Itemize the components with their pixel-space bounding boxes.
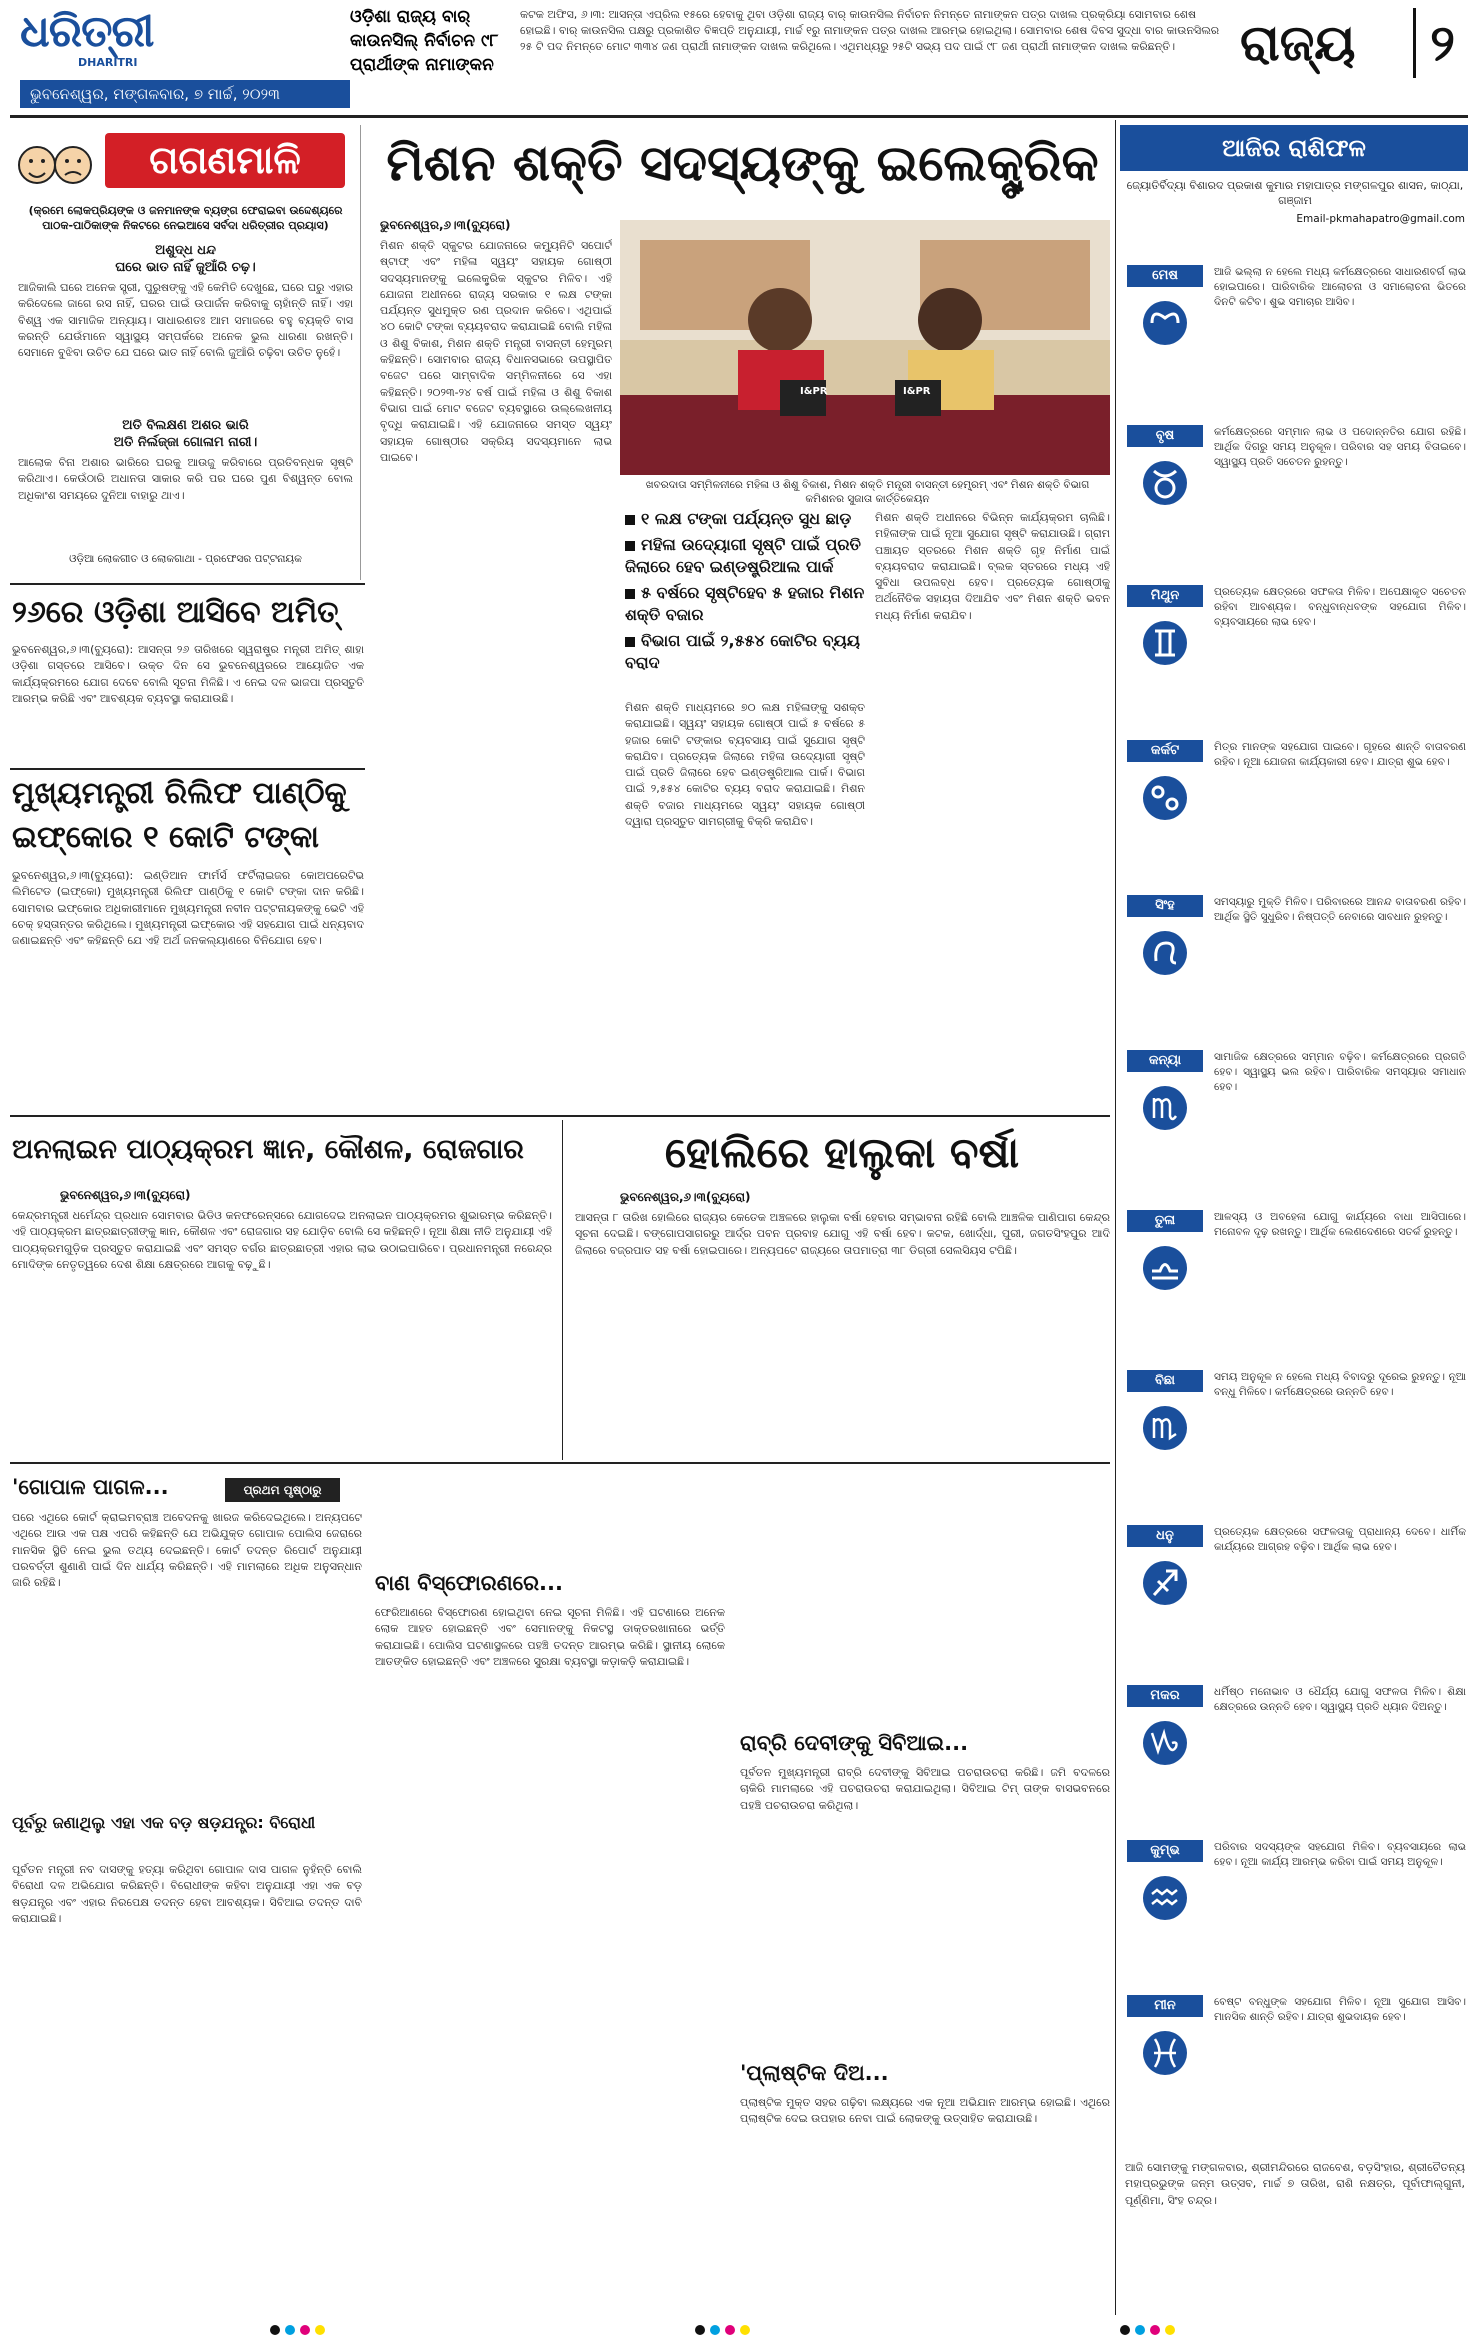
holi-headline: ହୋଲିରେ ହାଲୁକା ବର୍ଷା <box>664 1128 1020 1177</box>
gagamali-subtitle: (କ୍ରମେ ଲୋକପ୍ରିୟଙ୍କ ଓ ଜନମାନଙ୍କ ବ୍ୟଙ୍ଗ ଫେରାଇବା ଉଦ୍ଦେଶ୍ୟରେ ପାଠକ-ପାଠିକାଙ୍କ ନିକଟରେ ନେଇଆସେ ସର୍ବଦା ଧରିତ୍ରୀର ପ୍ରୟାସ) <box>28 204 343 232</box>
mission-column-3: ମିଶନ ଶକ୍ତି ଅଧୀନରେ ବିଭିନ୍ନ କାର୍ଯ୍ୟକ୍ରମ ଚାଲିଛି। ମହିଳାଙ୍କ ପାଇଁ ନୂଆ ସୁଯୋଗ ସୃଷ୍ଟି କରାଯାଉଛି। ଗ୍ରାମ ପଞ୍ଚାୟତ ସ୍ତରରେ ମିଶନ ଶକ୍ତି ଗୃହ ନିର୍ମାଣ ପାଇଁ ବ୍ୟୟବରାଦ କରାଯାଇଛି। ବ୍ଲକ ସ୍ତରରେ ମଧ୍ୟ ଏହି ସୁବିଧା ଉପଲବ୍ଧ ହେବ। ପ୍ରତ୍ୟେକ ଗୋଷ୍ଠୀକୁ ଅର୍ଥନୈତିକ ସହାୟତା ଦିଆଯିବ ଏବଂ ମିଶନ ଶକ୍ତି ଭବନ ମଧ୍ୟ ନିର୍ମାଣ କରାଯିବ। <box>875 511 1110 622</box>
rashi-text: ମିତ୍ର ମାନଙ୍କ ସହଯୋଗ ପାଇବେ। ଗୃହରେ ଶାନ୍ତି ବାତାବରଣ ରହିବ। ନୂଆ ଯୋଜନା କାର୍ଯ୍ୟକାରୀ ହେବ। ଯାତ୍ରା ଶୁଭ ହେବ। <box>1214 741 1466 768</box>
gagamali-heading-3: ଅତି ବିଲକ୍ଷଣ ଅଶର ଭାରି <box>122 418 249 433</box>
rashi-text: ସମୟ ଅନୁକୂଳ ନ ହେଲେ ମଧ୍ୟ ବିବାଦରୁ ଦୂରେଇ ରୁହନ୍ତୁ। ନୂଆ ବନ୍ଧୁ ମିଳିବେ। କର୍ମକ୍ଷେତ୍ରରେ ଉନ୍ନତି ହେବ। <box>1214 1371 1466 1398</box>
rabri-headline: ରାବ୍ରି ଦେବୀଙ୍କୁ ସିବିଆଇ... <box>740 1731 969 1755</box>
rashi-name: କର୍କଟ <box>1127 740 1203 762</box>
rashi-text: ପ୍ରତ୍ୟେକ କ୍ଷେତ୍ରରେ ସଫଳତାକୁ ପ୍ରାଧାନ୍ୟ ଦେବେ। ଧାର୍ମିକ କାର୍ଯ୍ୟରେ ଆଗ୍ରହ ବଢ଼ିବ। ଆର୍ଥିକ ଲାଭ ହେବ। <box>1214 1526 1466 1553</box>
mission-byline: ଭୁବନେଶ୍ୱର,୬।୩(ବ୍ୟୁରୋ) <box>380 218 511 232</box>
highlight-item: ୫ ବର୍ଷରେ ସୃଷ୍ଟିହେବ ୫ ହଜାର ମିଶନ ଶକ୍ତି ବଜାର <box>625 583 865 624</box>
rashi-item-mesha <box>1122 265 1468 415</box>
continued-tag: ପ୍ରଥମ ପୃଷ୍ଠାରୁ <box>225 1478 340 1502</box>
dharmendra-headline: ଅନଲାଇନ ପାଠ୍ୟକ୍ରମ ଜ୍ଞାନ, କୌଶଳ, ରୋଜଗାର <box>12 1134 524 1165</box>
leo-icon <box>1130 923 1200 978</box>
photo-tag-right: I&PR <box>903 386 931 397</box>
logo-text: ଧରିତ୍ରୀ <box>20 6 154 57</box>
rashi-name: ତୁଳା <box>1127 1210 1203 1232</box>
holi-byline: ଭୁବନେଶ୍ୱର,୬।୩(ବ୍ୟୁରୋ) <box>620 1190 751 1204</box>
highlight-item: ବିଭାଗ ପାଇଁ ୨,୫୫୪ କୋଟିର ବ୍ୟୟ ବରାଦ <box>625 631 860 672</box>
gopal-headline: 'ଗୋପାଳ ପାଗଳ... <box>12 1475 169 1499</box>
rashi-item-kanya <box>1122 1050 1468 1200</box>
cancer-icon <box>1130 768 1200 823</box>
rashi-item-dhanu <box>1122 1525 1468 1675</box>
rashi-text: ପ୍ରତ୍ୟେକ କ୍ଷେତ୍ରରେ ସଫଳତା ମିଳିବ। ଅପେକ୍ଷାକୃତ ସଚେତନ ରହିବା ଆବଶ୍ୟକ। ବନ୍ଧୁବାନ୍ଧବଙ୍କ ସହଯୋଗ ମିଳିବ। ବ୍ୟବସାୟରେ ଲାଭ ହେବ। <box>1214 586 1466 628</box>
rashi-name: କୁମ୍ଭ <box>1127 1840 1203 1862</box>
gopal-text: ପରେ ଏଥିରେ କୋର୍ଟ କ୍ରାଇମବ୍ରାଞ୍ଚ ଅବେଦନକୁ ଖାରଜ କରିଦେଇଥିଲେ। ଅନ୍ୟପଟେ ଏଥିରେ ଆଉ ଏକ ପକ୍ଷ ଏପରି କହିଛନ୍ତି ଯେ ଅଭିଯୁକ୍ତ ଗୋପାଳ ପୋଲିସ ଜେରାରେ ମାନସିକ ସ୍ଥିତି ନେଇ ଭୁଲ ତଥ୍ୟ ଦେଇଛନ୍ତି। କୋର୍ଟ ତଦନ୍ତ ରିପୋର୍ଟ ଅନୁଯାୟୀ ପରବର୍ତ୍ତୀ ଶୁଣାଣି ପାଇଁ ଦିନ ଧାର୍ଯ୍ୟ କରିଛନ୍ତି। ଏହି ମାମଲାରେ ଅଧିକ ଅନୁସନ୍ଧାନ ଜାରି ରହିଛି। <box>12 1511 362 1590</box>
teaser-box <box>350 5 1230 110</box>
dharmendra-byline: ଭୁବନେଶ୍ୱର,୬।୩(ବ୍ୟୁରୋ) <box>60 1188 191 1202</box>
rashi-name: ବିଛା <box>1127 1370 1203 1392</box>
rashiphala-author: ଜ୍ୟୋତିର୍ବିଦ୍ୟା ବିଶାରଦ ପ୍ରକାଶ କୁମାର ମହାପାତ୍ର ମଙ୍ଗଳପୁର ଶାସନ, କାଠ୍ଯା, ଗଞ୍ଜାମ <box>1126 179 1464 207</box>
sagittarius-icon <box>1130 1553 1200 1608</box>
mission-column-1: ମିଶନ ଶକ୍ତି ସ୍କୁଟର ଯୋଜନାରେ କମ୍ୟୁନିଟି ସପୋର୍ଟ ଷ୍ଟାଫ୍ ଏବଂ ମହିଳା ସ୍ୱୟଂ ସହାୟକ ଗୋଷ୍ଠୀ ସଦସ୍ୟମାନଙ୍କୁ ଇଲେକ୍ଟ୍ରିକ ସ୍କୁଟର ମିଳିବ। ଏହି ଯୋଜନା ଅଧୀନରେ ରାଜ୍ୟ ସରକାର ୧ ଲକ୍ଷ ଟଙ୍କା ପର୍ଯ୍ୟନ୍ତ ସୁଧମୁକ୍ତ ରଣ ପ୍ରଦାନ କରିବେ। ଏଥିପାଇଁ ୪୦ କୋଟି ଟଙ୍କା ବ୍ୟୟବରାଦ କରାଯାଇଛି ବୋଲି ମହିଳା ଓ ଶିଶୁ ବିକାଶ, ମିଶନ ଶକ୍ତି ମନ୍ତ୍ରୀ ବାସନ୍ତୀ ହେମ୍ବ୍ରମ୍ କହିଛନ୍ତି। ସୋମବାର ରାଜ୍ୟ ବିଧାନସଭାରେ ଉପସ୍ଥାପିତ ବଜେଟ ପରେ ସାମ୍ବାଦିକ ସମ୍ମିଳନୀରେ ସେ ଏହା କହିଛନ୍ତି। ୨୦୨୩-୨୪ ବର୍ଷ ପାଇଁ ମହିଳା ଓ ଶିଶୁ ବିକାଶ ବିଭାଗ ପାଇଁ ମୋଟ ବଜେଟ ବ୍ୟବସ୍ଥାରେ ଉଲ୍ଲେଖନୀୟ ବୃଦ୍ଧି କରାଯାଇଛି। ଏହି ଯୋଜନାରେ ସମସ୍ତ ସ୍ୱୟଂ ସହାୟକ ଗୋଷ୍ଠୀର ସକ୍ରିୟ ସଦସ୍ୟମାନେ ଲାଭ ପାଇବେ। <box>380 239 612 464</box>
rashi-item-vrusha <box>1122 425 1468 575</box>
rashi-item-tula <box>1122 1210 1468 1360</box>
highlight-item: ୧ ଲକ୍ଷ ଟଙ୍କା ପର୍ଯ୍ୟନ୍ତ ସୁଧ ଛାଡ଼ <box>625 508 865 530</box>
press-photo-illustration <box>620 220 1110 475</box>
rashi-item-makara <box>1122 1685 1468 1835</box>
gagamali-box <box>10 125 361 580</box>
column-divider <box>1115 120 1116 2315</box>
rashi-name: କନ୍ୟା <box>1127 1050 1203 1072</box>
rashi-name: ବୃଷ <box>1127 425 1203 447</box>
rashiphala-title: ଆଜିର ରାଶିଫଳ <box>1120 125 1468 171</box>
logo-subtitle: DHARITRI <box>78 56 138 69</box>
plastic-headline: 'ପ୍ଲାଷ୍ଟିକ ଦିଅ... <box>740 2061 889 2085</box>
cm-relief-text: ଭୁବନେଶ୍ୱର,୬।୩(ବ୍ୟୁରୋ): ଇଣ୍ଡିଆନ ଫାର୍ମର୍ସ ଫର୍ଟିଲାଇଜର କୋଅପରେଟିଭ ଲିମିଟେଡ (ଇଫ୍‌କୋ) ମୁଖ୍ୟମନ୍ତ୍ରୀ ରିଲିଫ ପାଣ୍ଠିକୁ ୧ କୋଟି ଟଙ୍କା ଦାନ କରିଛି। ସୋମବାର ଇଫ୍‌କୋର ଅଧିକାରୀମାନେ ମୁଖ୍ୟମନ୍ତ୍ରୀ ନବୀନ ପଟ୍ଟନାୟକଙ୍କୁ ଭେଟି ଏହି ଚେକ୍ ହସ୍ତାନ୍ତର କରିଥିଲେ। ମୁଖ୍ୟମନ୍ତ୍ରୀ ଇଫ୍‌କୋର ଏହି ସହଯୋଗ ପାଇଁ ଧନ୍ୟବାଦ ଜଣାଇଛନ୍ତି ଏବଂ କହିଛନ୍ତି ଯେ ଏହି ଅର୍ଥ ଜନକଲ୍ୟାଣରେ ବିନିଯୋଗ ହେବ। <box>12 869 364 948</box>
rashi-text: ପରିବାର ସଦସ୍ୟଙ୍କ ସହଯୋଗ ମିଳିବ। ବ୍ୟବସାୟରେ ଲାଭ ହେବ। ନୂଆ କାର୍ଯ୍ୟ ଆରମ୍ଭ କରିବା ପାଇଁ ସମୟ ଅନୁକୂଳ। <box>1214 1841 1466 1868</box>
rashi-name: ମକର <box>1127 1685 1203 1707</box>
rashiphala-email: Email-pkmahapatro@gmail.com <box>1296 213 1465 225</box>
gemini-icon <box>1130 613 1200 668</box>
aries-icon <box>1130 293 1200 348</box>
press-conference-photo <box>620 220 1110 475</box>
masthead-logo <box>20 8 160 78</box>
rashi-text: ଧର୍ମିଷ୍ଠ ମନୋଭାବ ଓ ଧୈର୍ଯ୍ୟ ଯୋଗୁ ସଫଳତା ମିଳିବ। ଶିକ୍ଷା କ୍ଷେତ୍ରରେ ଉନ୍ନତି ହେବ। ସ୍ୱାସ୍ଥ୍ୟ ପ୍ରତି ଧ୍ୟାନ ଦିଅନ୍ତୁ। <box>1214 1686 1466 1713</box>
section-rule <box>10 583 365 585</box>
scorpio-icon <box>1130 1398 1200 1453</box>
gagamali-heading-1: ଅଶୁଦ୍ଧ ଧନ୍ଦ <box>155 243 216 258</box>
cartoon-faces-icon <box>15 133 95 203</box>
dharmendra-text: କେନ୍ଦ୍ରମନ୍ତ୍ରୀ ଧର୍ମେନ୍ଦ୍ର ପ୍ରଧାନ ସୋମବାର ଭିଡିଓ କନଫରେନ୍ସରେ ଯୋଗଦେଇ ଅନଲାଇନ ପାଠ୍ୟକ୍ରମର ଶୁଭାରମ୍ଭ କରିଛନ୍ତି। ଏହି ପାଠ୍ୟକ୍ରମ ଛାତ୍ରଛାତ୍ରୀଙ୍କୁ ଜ୍ଞାନ, କୌଶଳ ଏବଂ ରୋଜଗାର ସହ ଯୋଡ଼ିବ ବୋଲି ସେ କହିଛନ୍ତି। ନୂଆ ଶିକ୍ଷା ନୀତି ଅନୁଯାୟୀ ଏହି ପାଠ୍ୟକ୍ରମଗୁଡ଼ିକ ପ୍ରସ୍ତୁତ କରାଯାଇଛି ଏବଂ ସମସ୍ତ ବର୍ଗର ଛାତ୍ରଛାତ୍ରୀ ଏହାର ଲାଭ ଉଠାଇପାରିବେ। ପ୍ରଧାନମନ୍ତ୍ରୀ ନରେନ୍ଦ୍ର ମୋଦିଙ୍କ ନେତୃତ୍ୱରେ ଦେଶ ଶିକ୍ଷା କ୍ଷେତ୍ରରେ ଆଗକୁ ବଢ଼ୁଛି। <box>12 1209 552 1271</box>
rashi-text: କର୍ମକ୍ଷେତ୍ରରେ ସମ୍ମାନ ଲାଭ ଓ ପଦୋନ୍ନତିର ଯୋଗ ରହିଛି। ଆର୍ଥିକ ଦିଗରୁ ସମୟ ଅନୁକୂଳ। ପରିବାର ସହ ସମୟ ବିତାଇବେ। ସ୍ୱାସ୍ଥ୍ୟ ପ୍ରତି ସଚେତନ ରୁହନ୍ତୁ। <box>1214 426 1466 468</box>
column-divider <box>562 1120 563 1460</box>
rashi-name: ମୀନ <box>1127 1995 1203 2017</box>
gagamali-credit: ଓଡ଼ିଆ ଲୋକଗୀତ ଓ ଲୋକଗାଥା - ପ୍ରଫେସର ପଟ୍ଟନାୟକ <box>69 553 302 565</box>
plastic-text: ପ୍ଲାଷ୍ଟିକ ମୁକ୍ତ ସହର ଗଢ଼ିବା ଲକ୍ଷ୍ୟରେ ଏକ ନୂଆ ଅଭିଯାନ ଆରମ୍ଭ ହୋଇଛି। ଏଥିରେ ପ୍ଲାଷ୍ଟିକ ଦେଇ ଉପହାର ନେବା ପାଇଁ ଲୋକଙ୍କୁ ଉତ୍ସାହିତ କରାଯାଉଛି। <box>740 2096 1110 2126</box>
section-name: ରାଜ୍ୟ <box>1240 14 1356 72</box>
teaser-body: କଟକ ଅଫିସ, ୬।୩: ଆସନ୍ତା ଏପ୍ରିଲ ୧୫ରେ ହେବାକୁ ଥିବା ଓଡ଼ିଶା ରାଜ୍ୟ ବାର୍ କାଉନସିଲ ନିର୍ବାଚନ ନିମନ୍ତେ ନାମାଙ୍କନ ପତ୍ର ଦାଖଲ ପ୍ରକ୍ରିୟା ସୋମବାର ଶେଷ ହୋଇଛି। ବାର୍ କାଉନସିଲ ପକ୍ଷରୁ ପ୍ରକାଶିତ ବିଜ୍ଞପ୍ତି ଅନୁଯାୟୀ, ମାର୍ଚ୍ଚ ୧ରୁ ନାମାଙ୍କନ ପତ୍ର ଦାଖଲ ଆରମ୍ଭ ହୋଇଥିଲା। ସୋମବାର ଶେଷ ଦିବସ ସୁଦ୍ଧା ବାର କାଉନସିଲର ୨୫ ଟି ପଦ ନିମନ୍ତେ ମୋଟ ୩୩୪ ଜଣ ପ୍ରାର୍ଥୀ ନାମାଙ୍କନ ଦାଖଲ କରିଥିଲେ। ଏଥିମଧ୍ୟରୁ ୨୫ଟି ସଭ୍ୟ ପଦ ପାଇଁ ୯୮ ଜଣ ପ୍ରାର୍ଥୀ ନାମାଙ୍କନ ଦାଖଲ କରିଛନ୍ତି। <box>520 8 1220 53</box>
teaser-headline: ଓଡ଼ିଶା ରାଜ୍ୟ ବାର୍ କାଉନସିଲ୍ ନିର୍ବାଚନ ୯୮ ପ୍ରାର୍ଥୀଙ୍କ ନାମାଙ୍କନ <box>350 7 499 75</box>
rashi-text: ବେଷ୍ଟ ବନ୍ଧୁଙ୍କ ସହଯୋଗ ମିଳିବ। ନୂଆ ସୁଯୋଗ ଆସିବ। ମାନସିକ ଶାନ୍ତି ରହିବ। ଯାତ୍ରା ଶୁଭଦାୟକ ହେବ। <box>1214 1996 1466 2023</box>
capricorn-icon <box>1130 1713 1200 1768</box>
rashi-name: ମେଷ <box>1127 265 1203 287</box>
gagamali-heading-4: ଅତି ନିର୍ଲଜ୍ଜା ଗୋଳାମ ନାରୀ। <box>113 435 258 450</box>
gagamali-paragraph-2: ଆଲୋକ ବିନା ଅଶାର ଭାରିରେ ଘରକୁ ଆଉଜୁ କରିବାରେ ପ୍ରତିବନ୍ଧକ ସୃଷ୍ଟି କରିଥାଏ। କେଉଁଠାରି ଅଧାନତା ସାକାର କରି ପର ଘରେ ପୁଣ ବିଶ୍ୱନ୍ତ ବୋଲ ଅଧିକାଂଶ ସମୟରେ ଦୁନିଆ ବାହାରୁ ଥାଏ। <box>18 456 353 502</box>
section-rule <box>10 768 365 770</box>
page-section-label <box>1240 8 1465 78</box>
bomb-text: ଫେରିଆଣରେ ବିସ୍ଫୋରଣ ହୋଇଥିବା ନେଇ ସୂଚନା ମିଳିଛି। ଏହି ଘଟଣାରେ ଅନେକ ଲୋକ ଆହତ ହୋଇଛନ୍ତି ଏବଂ ସେମାନଙ୍କୁ ନିକଟସ୍ଥ ଡାକ୍ତରଖାନାରେ ଭର୍ତ୍ତି କରାଯାଇଛି। ପୋଲିସ ଘଟଣାସ୍ଥଳରେ ପହଞ୍ଚି ତଦନ୍ତ ଆରମ୍ଭ କରିଛି। ସ୍ଥାନୀୟ ଲୋକେ ଆତଙ୍କିତ ହୋଇଛନ୍ତି ଏବଂ ଅଞ୍ଚଳରେ ସୁରକ୍ଷା ବ୍ୟବସ୍ଥା କଡ଼ାକଡ଼ି କରାଯାଇଛି। <box>375 1606 725 1668</box>
section-rule <box>10 1462 1110 1464</box>
rashi-text: ସାମାଜିକ କ୍ଷେତ୍ରରେ ସମ୍ମାନ ବଢ଼ିବ। କର୍ମକ୍ଷେତ୍ରରେ ପ୍ରଗତି ହେବ। ସ୍ୱାସ୍ଥ୍ୟ ଭଲ ରହିବ। ପାରିବାରିକ ସମସ୍ୟାର ସମାଧାନ ହେବ। <box>1214 1051 1466 1093</box>
main-headline: ମିଶନ ଶକ୍ତି ସଦସ୍ୟଙ୍କୁ ଇଲେକ୍ଟ୍ରିକ <box>386 134 1099 192</box>
photo-tag-left: I&PR <box>800 386 828 397</box>
rashi-item-simha <box>1122 895 1468 1045</box>
section-rule <box>10 1115 1110 1117</box>
rashi-text: ଆଜି ଭଲ୍ଲା ନ ହେଲେ ମଧ୍ୟ କର୍ମକ୍ଷେତ୍ରରେ ସାଧାରଣବର୍ଗ ଲାଭ ହୋଇପାରେ। ପାରିବାରିକ ଆଲୋଚନା ଓ ସମାଲୋଚନା ଭିତରେ ଦିନଟି କଟିବ। ଶୁଭ ସମାଚାର ଆସିବ। <box>1214 266 1466 308</box>
mission-highlights <box>625 508 865 678</box>
libra-icon <box>1130 1238 1200 1293</box>
rashi-name: ଧନୁ <box>1127 1525 1203 1547</box>
rashiphala-footer: ଆଜି ସୋମଙ୍କୁ ମଙ୍ଗଳବାର, ଶ୍ରୀମନ୍ଦିରରେ ରାଜବେଶ, ବଡ଼ସିଂହାର, ଶ୍ରୀଚୈତନ୍ୟ ମହାପ୍ରଭୁଙ୍କ ଜନ୍ମ ଉତ୍ସବ, ମାର୍ଚ୍ଚ ୭ ତାରିଖ, ରାଶି ନକ୍ଷତ୍ର, ପୂର୍ବାଫାଲ୍ଗୁନୀ, ପୂର୍ଣ୍ଣିମା, ସିଂହ ଚନ୍ଦ୍ର। <box>1125 2161 1465 2207</box>
amit-headline: ୨୬ରେ ଓଡ଼ିଶା ଆସିବେ ଅମିତ୍ <box>12 595 339 630</box>
mission-column-2: ମିଶନ ଶକ୍ତି ମାଧ୍ୟମରେ ୭୦ ଲକ୍ଷ ମହିଳାଙ୍କୁ ସଶକ୍ତ କରାଯାଇଛି। ସ୍ୱୟଂ ସହାୟକ ଗୋଷ୍ଠୀ ପାଇଁ ୫ ବର୍ଷରେ ୫ ହଜାର କୋଟି ଟଙ୍କାର ବ୍ୟବସାୟ ପାଇଁ ସୁଯୋଗ ସୃଷ୍ଟି କରାଯିବ। ପ୍ରତ୍ୟେକ ଜିଲାରେ ମହିଳା ଉଦ୍ୟୋଗୀ ସୃଷ୍ଟି ପାଇଁ ପ୍ରତି ଜିଲାରେ ହେବ ଇଣ୍ଡଷ୍ଟ୍ରିଆଲ ପାର୍କ। ବିଭାଗ ପାଇଁ ୨,୫୫୪ କୋଟିର ବ୍ୟୟ ବରାଦ କରାଯାଇଛି। ମିଶନ ଶକ୍ତି ବଜାର ମାଧ୍ୟମରେ ସ୍ୱୟଂ ସହାୟକ ଗୋଷ୍ଠୀ ଦ୍ୱାରା ପ୍ରସ୍ତୁତ ସାମଗ୍ରୀକୁ ବିକ୍ରି କରାଯିବ। <box>625 701 865 829</box>
page-number: ୨ <box>1413 8 1455 78</box>
amit-text: ଭୁବନେଶ୍ୱର,୬।୩(ବ୍ୟୁରୋ): ଆସନ୍ତା ୨୬ ତାରିଖରେ ସ୍ୱରାଷ୍ଟ୍ର ମନ୍ତ୍ରୀ ଅମିତ୍ ଶାହା ଓଡ଼ିଶା ଗସ୍ତରେ ଆସିବେ। ଉକ୍ତ ଦିନ ସେ ଭୁବନେଶ୍ୱରରେ ଆୟୋଜିତ ଏକ କାର୍ଯ୍ୟକ୍ରମରେ ଯୋଗ ଦେବେ ବୋଲି ସୂଚନା ମିଳିଛି। ଏ ନେଇ ଦଳ ଭାଜପା ପ୍ରସ୍ତୁତି ଆରମ୍ଭ କରିଛି ଏବଂ ଆବଶ୍ୟକ ବ୍ୟବସ୍ଥା କରାଯାଉଛି। <box>12 643 364 705</box>
rashi-item-karkata <box>1122 740 1468 890</box>
highlight-item: ମହିଳା ଉଦ୍ୟୋଗୀ ସୃଷ୍ଟି ପାଇଁ ପ୍ରତି ଜିଲାରେ ହେବ ଇଣ୍ଡଷ୍ଟ୍ରିଆଲ ପାର୍କ <box>625 535 861 576</box>
gopal-subhead: ପୂର୍ବରୁ ଜଣାଥିଲୁ ଏହା ଏକ ବଡ଼ ଷଡ଼ଯନ୍ତ୍ର: ବିରୋଧୀ <box>12 1813 316 1832</box>
rashi-text: ସମସ୍ୟାରୁ ମୁକ୍ତି ମିଳିବ। ପରିବାରରେ ଆନନ୍ଦ ବାତାବରଣ ରହିବ। ଆର୍ଥିକ ସ୍ଥିତି ସୁଧୁରିବ। ନିଷ୍ପତ୍ତି ନେବାରେ ସାବଧାନ ରୁହନ୍ତୁ। <box>1214 896 1466 923</box>
virgo-icon <box>1130 1078 1200 1133</box>
gagamali-paragraph-1: ଆଜିକାଲି ଘରେ ଅନେକ ସ୍ତ୍ରୀ, ପୁରୁଷଙ୍କୁ ଏହି କେମିତି ଦେଖୁଛେ, ଘରେ ଘରୁ ଏହାର କରିଦେଲେ ଜାଗେ ରସ ନାହିଁ, ଘରର ପାଇଁ ଉପାର୍ଜନ କରିବାକୁ ଚାହାଁନ୍ତି ନାହିଁ। ଏହା ବିଶ୍ୱ ଏକ ସାମାଜିକ ଅନ୍ୟାୟ। ସାଧାରଣତଃ ଆମ ସମାଜରେ ବହୁ ବ୍ୟକ୍ତି ବାସ କରନ୍ତି ଯେଉଁମାନେ ସ୍ୱାସ୍ଥ୍ୟ ସମ୍ପର୍କରେ ଅନେକ ଭୁଲ ଧାରଣା ରଖନ୍ତି। ସେମାନେ ବୁଝିବା ଉଚିତ ଯେ ଘରେ ଭାତ ନାହିଁ ବୋଲି ଜୁଆଁରି ଚଢ଼ିବା ଉଚିତ ନୁହେଁ। <box>18 281 353 360</box>
rashi-name: ମିଥୁନ <box>1127 585 1203 607</box>
pisces-icon <box>1130 2023 1200 2078</box>
aquarius-icon <box>1130 1868 1200 1923</box>
gagamali-title: ଗଗଣମାଳି <box>105 133 345 188</box>
gagamali-heading-2: ଘରେ ଭାତ ନାହିଁ ଜୁଆଁରି ଚଢ଼। <box>115 260 256 275</box>
taurus-icon <box>1130 453 1200 508</box>
rashi-item-bichha <box>1122 1370 1468 1520</box>
gopal-text-2: ପୂର୍ବତନ ମନ୍ତ୍ରୀ ନବ ଦାସଙ୍କୁ ହତ୍ୟା କରିଥିବା ଗୋପାଳ ଦାସ ପାଗଳ ନୁହଁନ୍ତି ବୋଲି ବିରୋଧୀ ଦଳ ଅଭିଯୋଗ କରିଛନ୍ତି। ବିରୋଧୀଙ୍କ କହିବା ଅନୁଯାୟୀ ଏହା ଏକ ବଡ଼ ଷଡ଼ଯନ୍ତ୍ର ଏବଂ ଏହାର ନିରପେକ୍ଷ ତଦନ୍ତ ହେବା ଆବଶ୍ୟକ। ସିବିଆଇ ତଦନ୍ତ ଦାବି କରାଯାଇଛି। <box>12 1863 362 1925</box>
photo-caption: ଖବରଦାତା ସମ୍ମିଳନୀରେ ମହିଳା ଓ ଶିଶୁ ବିକାଶ, ମିଶନ ଶକ୍ତି ମନ୍ତ୍ରୀ ବାସନ୍ତୀ ହେମ୍ବ୍ରମ୍ ଏବଂ ମିଶନ ଶକ୍ତି ବିଭାଗ କମିଶନର ସୁଜାତା କାର୍ତ୍ତିକେୟନ <box>645 479 1090 505</box>
rashi-item-kumbha <box>1122 1840 1468 1990</box>
bomb-headline: ବାଣ ବିସ୍ଫୋରଣରେ... <box>375 1571 563 1595</box>
cm-relief-headline: ମୁଖ୍ୟମନ୍ତ୍ରୀ ରିଲିଫ ପାଣ୍ଠିକୁ ଇଫ୍‌କୋର ୧ କୋଟି ଟଙ୍କା <box>12 776 347 855</box>
rashi-text: ଆଳସ୍ୟ ଓ ଅବହେଳା ଯୋଗୁ କାର୍ଯ୍ୟରେ ବାଧା ଆସିପାରେ। ମନୋବଳ ଦୃଢ଼ ରଖନ୍ତୁ। ଆର୍ଥିକ ଲେଣଦେଣରେ ସତର୍କ ରୁହନ୍ତୁ। <box>1214 1211 1466 1238</box>
print-registration-marks <box>0 2320 1477 2339</box>
rashi-item-mithuna <box>1122 585 1468 735</box>
rashi-item-meena <box>1122 1995 1468 2145</box>
rashi-name: ସିଂହ <box>1127 895 1203 917</box>
rabri-text: ପୂର୍ବତନ ମୁଖ୍ୟମନ୍ତ୍ରୀ ରାବ୍ରି ଦେବୀଙ୍କୁ ସିବିଆଇ ପଚରାଉଚରା କରିଛି। ଜମି ବଦଳରେ ଚାକିରି ମାମଲାରେ ଏହି ପଚରାଉଚରା କରାଯାଇଥିଲା। ସିବିଆଇ ଟିମ୍ ତାଙ୍କ ବାସଭବନରେ ପହଞ୍ଚି ପଚରାଉଚରା କରିଥିଲା। <box>740 1766 1110 1812</box>
dateline: ଭୁବନେଶ୍ୱର, ମଙ୍ଗଳବାର, ୭ ମାର୍ଚ୍ଚ, ୨୦୨୩ <box>20 80 350 108</box>
holi-text: ଆସନ୍ତା ୮ ତାରିଖ ହୋଲିରେ ରାଜ୍ୟର କେତେକ ଅଞ୍ଚଳରେ ହାଲୁକା ବର୍ଷା ହେବାର ସମ୍ଭାବନା ରହିଛି ବୋଲି ଆଞ୍ଚଳିକ ପାଣିପାଗ କେନ୍ଦ୍ର ସୂଚନା ଦେଇଛି। ବଙ୍ଗୋପସାଗରରୁ ଆର୍ଦ୍ର ପବନ ପ୍ରବାହ ଯୋଗୁ ଏହି ବର୍ଷା ହେବ। କଟକ, ଖୋର୍ଦ୍ଧା, ପୁରୀ, ଜଗତସିଂହପୁର ଆଦି ଜିଲାରେ ବଜ୍ରପାତ ସହ ବର୍ଷା ହୋଇପାରେ। ଅନ୍ୟପଟେ ରାଜ୍ୟରେ ତାପମାତ୍ରା ୩୮ ଡିଗ୍ରୀ ସେଲସିୟସ ଟପିଛି। <box>575 1211 1110 1257</box>
